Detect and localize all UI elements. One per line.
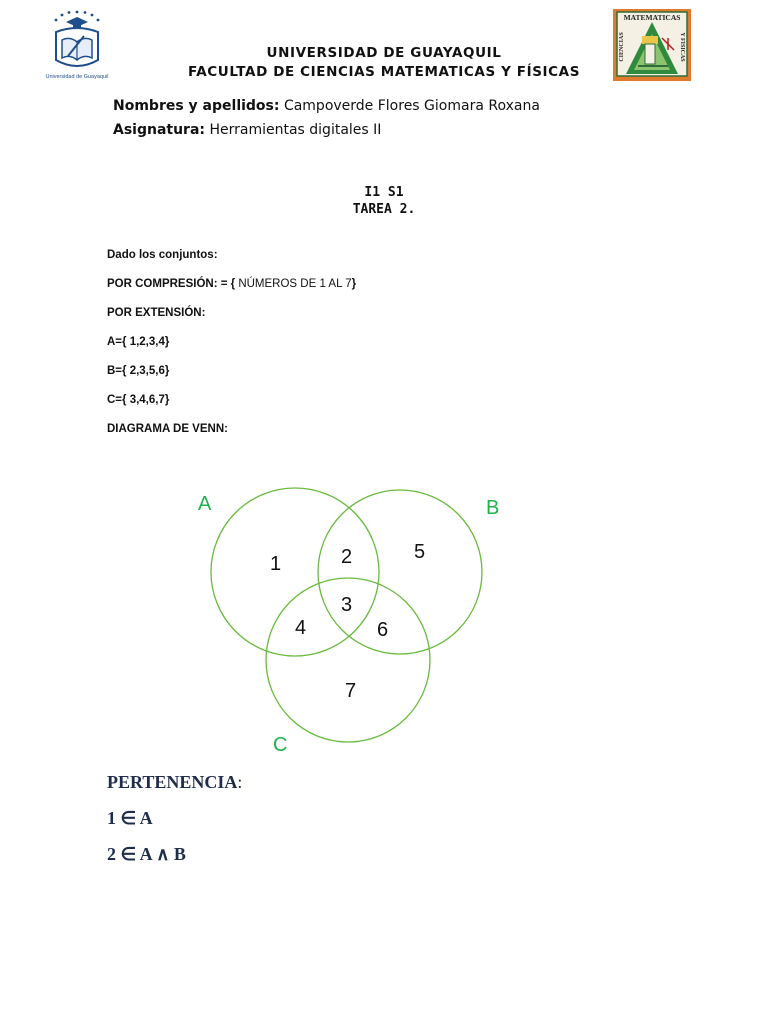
assignment-title: TAREA 2. — [352, 202, 416, 217]
venn-number-1: 1 — [270, 553, 282, 575]
venn-circle-b — [318, 490, 482, 654]
venn-number-7: 7 — [345, 680, 357, 702]
comprension-line — [107, 278, 356, 290]
pertenencia-heading — [107, 772, 242, 793]
venn-number-6: 6 — [377, 619, 389, 641]
venn-number-4: 4 — [295, 617, 307, 639]
subject-line — [113, 122, 381, 138]
logo-caption: Universidad de Guayaquil — [45, 74, 109, 80]
set-b-definition: B={ 2,3,5,6} — [107, 365, 170, 377]
student-name-line — [113, 98, 540, 114]
subject-value: Herramientas digitales II — [209, 122, 382, 138]
venn-number-2: 2 — [341, 546, 353, 568]
set-c-definition: C={ 3,4,6,7} — [107, 394, 170, 406]
logo-top-text: MATEMATICAS — [623, 13, 681, 22]
venn-label-b: B — [486, 497, 500, 519]
faculty-title: FACULTAD DE CIENCIAS MATEMATICAS Y FÍSICAS — [187, 64, 581, 80]
logo-right-text: Y FISICAS — [679, 32, 685, 62]
subject-label: Asignatura: — [113, 122, 206, 138]
venn-number-3: 3 — [341, 594, 353, 616]
membership-line-2: 2 ∈ A ∧ B — [107, 844, 186, 864]
set-a-definition: A={ 1,2,3,4} — [107, 336, 170, 348]
venn-heading: DIAGRAMA DE VENN: — [107, 423, 228, 435]
pertenencia-colon: : — [237, 772, 243, 792]
pertenencia-title: PERTENENCIA — [107, 772, 238, 792]
venn-number-5: 5 — [414, 541, 426, 563]
logo-left-text: CIENCIAS — [619, 32, 625, 62]
name-label: Nombres y apellidos: — [113, 98, 280, 114]
venn-label-a: A — [198, 493, 212, 515]
comprension-close: } — [351, 278, 357, 290]
comprension-value: NÚMEROS DE 1 AL 7 — [235, 278, 352, 290]
intro-text: Dado los conjuntos: — [107, 249, 218, 261]
venn-diagram — [0, 470, 768, 760]
membership-line-1: 1 ∈ A — [107, 808, 153, 828]
comprension-label: POR COMPRESIÓN: = { — [107, 278, 236, 290]
name-value: Campoverde Flores Giomara Roxana — [283, 98, 540, 114]
venn-label-c: C — [273, 734, 288, 756]
extension-label: POR EXTENSIÓN: — [107, 307, 206, 319]
university-title: UNIVERSIDAD DE GUAYAQUIL — [266, 45, 502, 61]
assignment-code: I1 S1 — [364, 185, 404, 200]
